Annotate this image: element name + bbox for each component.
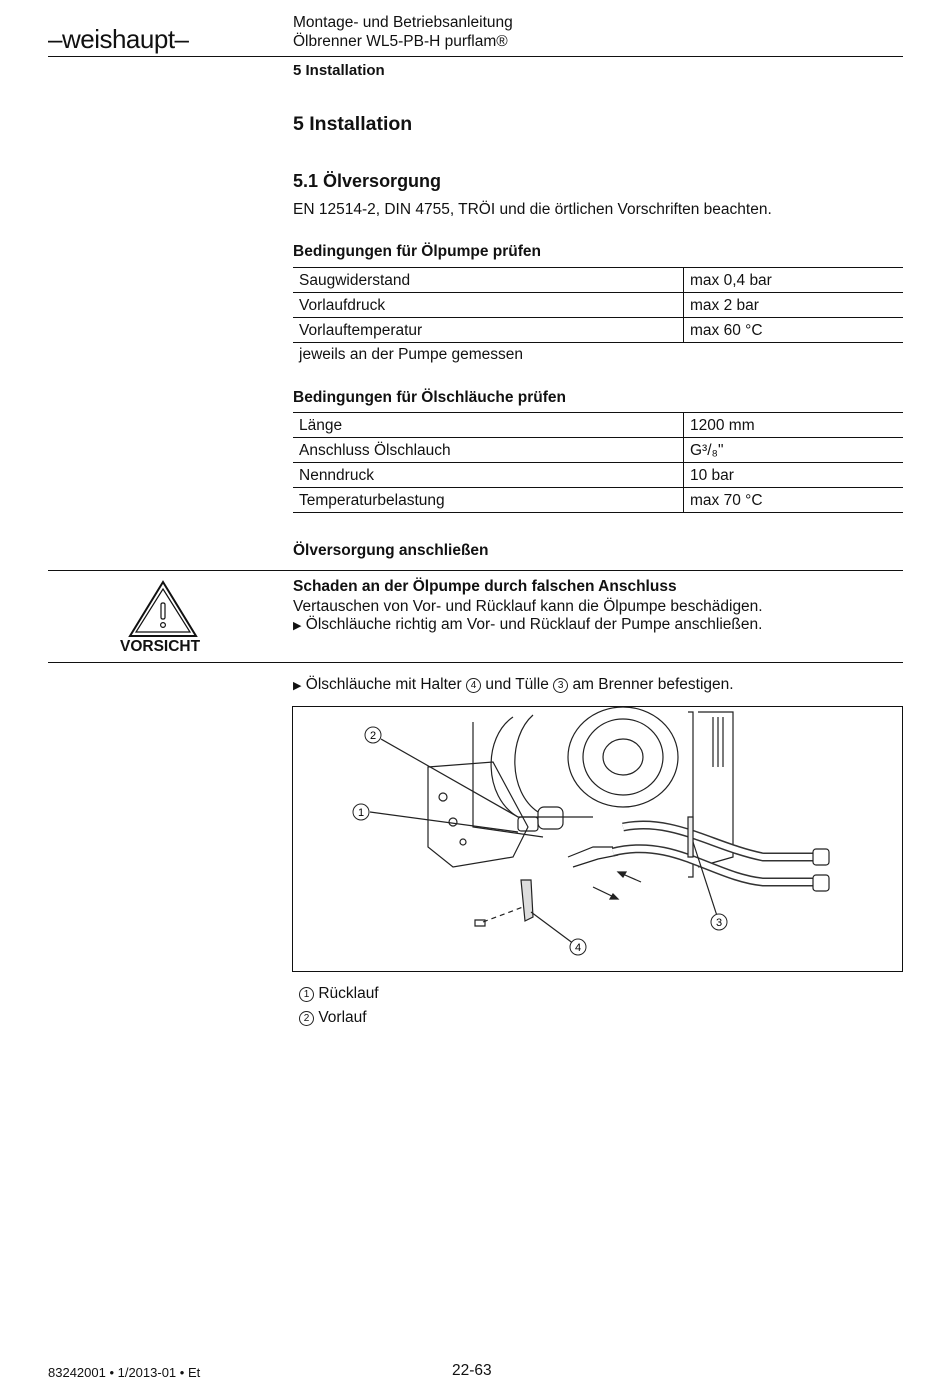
intro-paragraph: EN 12514-2, DIN 4755, TRÖI und die örtlichen Vorschriften beachten. bbox=[293, 201, 772, 218]
subsection-heading: 5.1 Ölversorgung bbox=[293, 171, 442, 191]
table-cell-value: max 0,4 bar bbox=[684, 268, 904, 293]
table-row bbox=[293, 268, 903, 293]
header-rule bbox=[48, 56, 903, 57]
table-cell-label: Länge bbox=[293, 413, 684, 438]
table-cell-label: Vorlaufdruck bbox=[293, 293, 684, 318]
connect-title: Ölversorgung anschließen bbox=[293, 542, 489, 559]
table-cell-value: max 2 bar bbox=[684, 293, 904, 318]
table-cell-value: 10 bar bbox=[684, 463, 904, 488]
document-title bbox=[293, 13, 513, 51]
legend-item bbox=[299, 985, 379, 1003]
step-text-part1: Ölschläuche mit Halter bbox=[305, 676, 462, 693]
legend-item bbox=[299, 1009, 367, 1027]
table-row bbox=[293, 438, 903, 463]
warning-triangle-icon bbox=[127, 579, 199, 639]
bullet-triangle-icon: ▶ bbox=[293, 680, 302, 692]
callout-2: 2 bbox=[369, 730, 377, 742]
table-cell-value: max 60 °C bbox=[684, 318, 904, 343]
callout-number: 4 bbox=[466, 678, 481, 693]
callout-1: 1 bbox=[357, 807, 365, 819]
warning-bottom-rule bbox=[48, 662, 903, 663]
table-row bbox=[293, 293, 903, 318]
table-cell-label: Saugwiderstand bbox=[293, 268, 684, 293]
table-row bbox=[293, 413, 903, 438]
warning-text bbox=[293, 598, 763, 634]
page-number: 22-63 bbox=[452, 1362, 492, 1379]
warning-label: VORSICHT bbox=[120, 638, 201, 655]
step-text-part2: und Tülle bbox=[485, 676, 549, 693]
table-row bbox=[293, 463, 903, 488]
document-title-line2: Ölbrenner WL5-PB-H purflam® bbox=[293, 33, 508, 50]
table-row bbox=[293, 318, 903, 343]
pump-conditions-table bbox=[293, 267, 903, 343]
warning-title: Schaden an der Ölpumpe durch falschen Anschluss bbox=[293, 578, 677, 595]
burner-oil-hose-illustration bbox=[293, 707, 902, 971]
table-cell-label: Vorlauftemperatur bbox=[293, 318, 684, 343]
warning-action-text: Ölschläuche richtig am Vor- und Rücklauf der Pumpe anschließen. bbox=[305, 616, 763, 633]
table-cell-value: max 70 °C bbox=[684, 488, 904, 513]
warning-top-rule bbox=[48, 570, 903, 571]
weishaupt-logo: –weishaupt– bbox=[48, 24, 189, 54]
hose-conditions-title: Bedingungen für Ölschläuche prüfen bbox=[293, 389, 566, 406]
section-heading: 5 Installation bbox=[293, 113, 413, 135]
document-number: 83242001 • 1/2013-01 • Et bbox=[48, 1365, 201, 1380]
table-cell-label: Nenndruck bbox=[293, 463, 684, 488]
pump-conditions-title: Bedingungen für Ölpumpe prüfen bbox=[293, 243, 541, 260]
legend-number: 1 bbox=[299, 987, 314, 1002]
legend-text: Rücklauf bbox=[318, 985, 379, 1002]
document-title-line1: Montage- und Betriebsanleitung bbox=[293, 14, 513, 31]
step-instruction bbox=[293, 676, 734, 694]
table-cell-label: Temperaturbelastung bbox=[293, 488, 684, 513]
callout-4: 4 bbox=[574, 942, 582, 954]
table-cell-value: 1200 mm bbox=[684, 413, 904, 438]
running-section-label: 5 Installation bbox=[293, 62, 385, 79]
warning-action bbox=[293, 616, 763, 634]
step-text-part3: am Brenner befestigen. bbox=[572, 676, 734, 693]
table-cell-label: Anschluss Ölschlauch bbox=[293, 438, 684, 463]
legend-number: 2 bbox=[299, 1011, 314, 1026]
callout-3: 3 bbox=[715, 917, 723, 929]
burner-illustration-frame bbox=[292, 706, 903, 972]
callout-number: 3 bbox=[553, 678, 568, 693]
hose-conditions-table bbox=[293, 412, 903, 513]
bullet-triangle-icon: ▶ bbox=[293, 620, 302, 632]
legend-text: Vorlauf bbox=[318, 1009, 367, 1026]
warning-description: Vertauschen von Vor- und Rücklauf kann die Ölpumpe beschädigen. bbox=[293, 598, 763, 615]
table-cell-value: G³/₈" bbox=[684, 438, 904, 463]
table-row bbox=[293, 488, 903, 513]
pump-note: jeweils an der Pumpe gemessen bbox=[299, 346, 524, 363]
figure-callouts bbox=[353, 727, 727, 955]
